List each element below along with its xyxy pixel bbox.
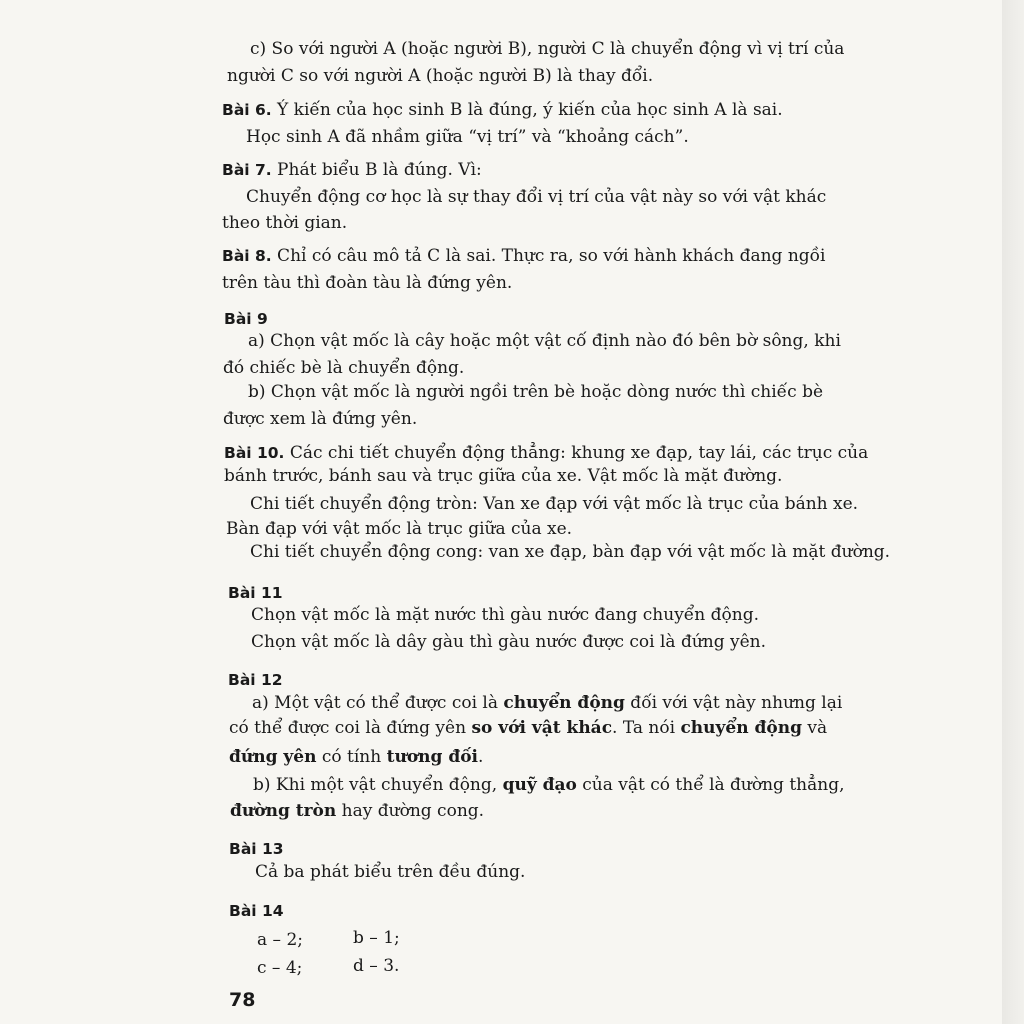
exercise-heading: Bài 8. xyxy=(222,247,272,265)
exercise-7: Bài 7. Phát biểu B là đúng. Vì: xyxy=(222,160,482,180)
text-line: người C so với người A (hoặc người B) là thay đổi. xyxy=(227,66,654,86)
answer-item: b – 1; xyxy=(353,928,400,948)
text-line: đứng yên có tính tương đối. xyxy=(229,747,484,767)
text-line: Chi tiết chuyển động tròn: Van xe đạp với vật mốc là trục của bánh xe. xyxy=(250,494,859,514)
text-line: Chi tiết chuyển động cong: van xe đạp, bàn đạp với vật mốc là mặt đường. xyxy=(250,542,891,562)
text-line: theo thời gian. xyxy=(222,213,348,233)
page-number: 78 xyxy=(229,989,256,1011)
text-line: Bàn đạp với vật mốc là trục giữa của xe. xyxy=(226,519,573,539)
text-line: Học sinh A đã nhầm giữa “vị trí” và “khoảng cách”. xyxy=(246,127,689,147)
exercise-heading: Bài 13 xyxy=(229,840,284,858)
text-line: b) Khi một vật chuyển động, quỹ đạo của vật có thể là đường thẳng, xyxy=(253,775,845,795)
exercise-heading: Bài 12 xyxy=(228,671,283,689)
answer-item: c – 4; xyxy=(257,958,303,978)
text-line: c) So với người A (hoặc người B), người C là chuyển động vì vị trí của xyxy=(250,39,845,59)
text-line: trên tàu thì đoàn tàu là đứng yên. xyxy=(222,273,513,293)
exercise-heading: Bài 11 xyxy=(228,584,283,602)
text-line: đó chiếc bè là chuyển động. xyxy=(223,358,465,378)
text-line: bánh trước, bánh sau và trục giữa của xe. Vật mốc là mặt đường. xyxy=(224,466,783,486)
text-line: Cả ba phát biểu trên đều đúng. xyxy=(255,862,526,882)
text-line: được xem là đứng yên. xyxy=(223,409,418,429)
text-line: a) Một vật có thể được coi là chuyển động đối với vật này nhưng lại xyxy=(252,693,843,713)
exercise-heading: Bài 7. xyxy=(222,161,272,179)
exercise-heading: Bài 10. xyxy=(224,444,285,462)
text-line: b) Chọn vật mốc là người ngồi trên bè hoặc dòng nước thì chiếc bè xyxy=(248,382,824,402)
exercise-10: Bài 10. Các chi tiết chuyển động thẳng: khung xe đạp, tay lái, các trục của xyxy=(224,443,869,463)
exercise-heading: Bài 6. xyxy=(222,101,272,119)
exercise-6: Bài 6. Ý kiến của học sinh B là đúng, ý kiến của học sinh A là sai. xyxy=(222,100,783,120)
page-edge xyxy=(1002,0,1024,1024)
text-line: Chọn vật mốc là mặt nước thì gàu nước đang chuyển động. xyxy=(251,605,759,625)
answer-item: a – 2; xyxy=(257,930,303,950)
answer-item: d – 3. xyxy=(353,956,400,976)
exercise-heading: Bài 9 xyxy=(224,310,268,328)
text-line: có thể được coi là đứng yên so với vật khác. Ta nói chuyển động và xyxy=(229,718,828,738)
text-line: Chọn vật mốc là dây gàu thì gàu nước được coi là đứng yên. xyxy=(251,632,767,652)
exercise-heading: Bài 14 xyxy=(229,902,284,920)
text-line: Chuyển động cơ học là sự thay đổi vị trí của vật này so với vật khác xyxy=(246,187,827,207)
text-line: đường tròn hay đường cong. xyxy=(230,801,485,821)
text-line: a) Chọn vật mốc là cây hoặc một vật cố định nào đó bên bờ sông, khi xyxy=(248,331,841,351)
exercise-8: Bài 8. Chỉ có câu mô tả C là sai. Thực ra, so với hành khách đang ngồi xyxy=(222,246,826,266)
